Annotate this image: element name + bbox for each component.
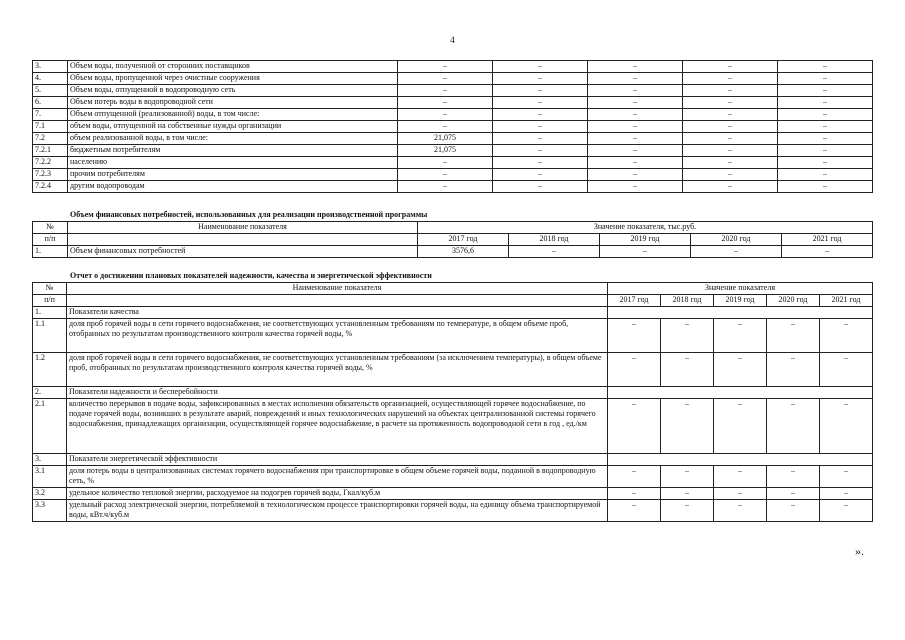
row-value: – [661,488,714,500]
row-value: – [493,181,588,193]
year-header: 2018 год [661,295,714,307]
row-value: – [778,169,873,181]
row-name: Объем воды, пропущенной через очистные сооружения [68,73,398,85]
row-value: – [782,246,873,258]
header-value: Значение показателя [608,283,873,295]
row-value: – [661,353,714,387]
row-name: населению [68,157,398,169]
row-value: 21,075 [398,133,493,145]
row-value: – [398,157,493,169]
indicators-table-caption: Отчет о достижении плановых показателей надежности, качества и энергетической эффективности [70,271,432,280]
row-value: – [398,181,493,193]
table-row [33,466,873,488]
table-row [33,246,873,258]
row-num: 3. [33,61,68,73]
indicators-table [32,282,873,522]
row-value: – [767,399,820,454]
row-num: 7. [33,109,68,121]
row-value: – [683,97,778,109]
row-value: – [683,109,778,121]
year-header: 2019 год [600,234,691,246]
table-row [33,488,873,500]
row-value: – [683,181,778,193]
row-name: объем воды, отпущенной на собственные нужды организации [68,121,398,133]
row-value: – [683,73,778,85]
row-num: 7.2.2 [33,157,68,169]
row-value: – [661,500,714,522]
row-value: – [820,319,873,353]
header-num-sub: п/п [33,234,68,246]
row-value: – [683,169,778,181]
row-value: – [767,319,820,353]
row-value: – [820,500,873,522]
section-title: Показатели энергетической эффективности [67,454,608,466]
row-value: – [683,145,778,157]
year-header: 2020 год [691,234,782,246]
row-value: – [691,246,782,258]
row-value: – [661,466,714,488]
section-title: Показатели надежности и бесперебойности [67,387,608,399]
row-value: – [398,169,493,181]
row-value: – [820,353,873,387]
row-num: 6. [33,97,68,109]
year-header: 2021 год [782,234,873,246]
row-value: – [778,73,873,85]
row-value: – [398,73,493,85]
section-row [33,307,873,319]
row-num: 3.1 [33,466,67,488]
row-name: бюджетным потребителям [68,145,398,157]
row-value: – [608,399,661,454]
row-value: – [588,97,683,109]
year-header: 2021 год [820,295,873,307]
row-num: 7.2.4 [33,181,68,193]
table-row [33,61,873,73]
row-name: Объем воды, отпущенной в водопроводную сеть [68,85,398,97]
row-value: – [778,157,873,169]
section-spacer [608,307,873,319]
row-value: – [588,157,683,169]
row-value: – [820,466,873,488]
row-num: 7.2.1 [33,145,68,157]
row-value: – [398,121,493,133]
header-name: Наименование показателя [67,283,608,295]
row-value: – [493,85,588,97]
row-value: – [398,109,493,121]
section-title: Показатели качества [67,307,608,319]
header-num: № [33,222,68,234]
row-num: 3.2 [33,488,67,500]
row-value: – [493,133,588,145]
row-value: – [767,500,820,522]
row-value: – [778,85,873,97]
closing-quote: ». [855,544,864,558]
row-name: удельное количество тепловой энергии, расходуемое на подогрев горячей воды, Гкал/куб.м [67,488,608,500]
row-value: – [820,488,873,500]
row-value: – [661,319,714,353]
row-num: 7.2 [33,133,68,145]
year-header: 2020 год [767,295,820,307]
row-value: – [493,121,588,133]
row-value: – [714,500,767,522]
row-value: – [714,399,767,454]
page-number: 4 [450,35,455,45]
row-name: доля проб горячей воды в сети горячего водоснабжения, не соответствующих установленным требованиям по температуре, в общем объеме проб, отобранных по результатам производственного контроля качества горячей воды, % [67,319,608,353]
financial-table-caption: Объем финансовых потребностей, использованных для реализации производственной программы [70,210,428,219]
row-value: – [683,157,778,169]
table-row [33,73,873,85]
row-value: – [714,319,767,353]
table-row [33,399,873,454]
section-row [33,454,873,466]
row-name: Объем отпущенной (реализованной) воды, в том числе: [68,109,398,121]
row-value: – [493,169,588,181]
row-value: – [714,353,767,387]
table-row [33,157,873,169]
table-row [33,133,873,145]
row-value: – [767,466,820,488]
row-value: – [683,85,778,97]
row-value: – [767,488,820,500]
row-name: другим водопроводам [68,181,398,193]
table-row [33,97,873,109]
row-value: – [778,109,873,121]
water-volume-table [32,60,873,193]
year-header: 2017 год [418,234,509,246]
row-name: Объем потерь воды в водопроводной сети [68,97,398,109]
row-value: – [588,133,683,145]
row-value: – [820,399,873,454]
row-value: – [588,145,683,157]
table-row [33,181,873,193]
year-header: 2018 год [509,234,600,246]
row-value: – [608,488,661,500]
row-name: доля потерь воды в централизованных системах горячего водоснабжения при транспортировке в общем объеме горячей воды, поданной в водопроводную сеть, % [67,466,608,488]
row-value: – [493,157,588,169]
table-row [33,145,873,157]
row-value: – [683,133,778,145]
section-num: 2. [33,387,67,399]
section-num: 3. [33,454,67,466]
row-num: 3.3 [33,500,67,522]
row-value: – [608,500,661,522]
row-num: 1. [33,246,68,258]
table-row [33,319,873,353]
section-num: 1. [33,307,67,319]
row-value: – [398,97,493,109]
row-value: – [778,121,873,133]
row-value: – [493,73,588,85]
row-value: – [714,488,767,500]
row-value: – [778,61,873,73]
row-value: – [493,109,588,121]
row-value: – [493,97,588,109]
row-value: – [588,181,683,193]
row-value: – [398,61,493,73]
row-value: – [493,145,588,157]
row-num: 5. [33,85,68,97]
table-row [33,353,873,387]
row-value: – [608,353,661,387]
row-value: – [608,319,661,353]
financial-table [32,221,873,258]
row-value: – [778,133,873,145]
row-name: количество перерывов в подаче воды, зафиксированных в местах исполнения обязательств организацией, осуществляющей горячее водоснабжение, по подаче горячей воды, возникших в результате аварий, повреждений и иных технологических нарушений на объектах централизованной системы горячего водоснабжения, принадлежащих организации, осуществляющей горячее водоснабжение, в расчете на протяженность водопроводной сети в год , ед./км [67,399,608,454]
row-num: 4. [33,73,68,85]
row-num: 7.1 [33,121,68,133]
table-row [33,500,873,522]
row-value: – [778,145,873,157]
table-row [33,85,873,97]
table-row [33,121,873,133]
table-row [33,109,873,121]
row-name: Объем воды, полученной от сторонних поставщиков [68,61,398,73]
header-name: Наименование показателя [68,222,418,234]
row-value: – [683,61,778,73]
row-num: 1.2 [33,353,67,387]
table-row [33,169,873,181]
row-value: – [493,61,588,73]
year-header: 2019 год [714,295,767,307]
section-row [33,387,873,399]
row-value: – [778,181,873,193]
row-value: – [767,353,820,387]
row-value: 3576,6 [418,246,509,258]
row-name: прочим потребителям [68,169,398,181]
row-value: – [509,246,600,258]
row-value: – [683,121,778,133]
section-spacer [608,454,873,466]
row-num: 2.1 [33,399,67,454]
header-num: № [33,283,67,295]
row-value: – [588,121,683,133]
row-value: – [588,85,683,97]
row-value: – [608,466,661,488]
row-value: – [398,85,493,97]
row-value: – [588,61,683,73]
row-num: 1.1 [33,319,67,353]
row-value: – [588,169,683,181]
header-num-sub: п/п [33,295,67,307]
row-name: объем реализованной воды, в том числе: [68,133,398,145]
row-name: Объем финансовых потребностей [68,246,418,258]
row-value: – [588,73,683,85]
section-spacer [608,387,873,399]
row-value: – [778,97,873,109]
year-header: 2017 год [608,295,661,307]
row-name: доля проб горячей воды в сети горячего водоснабжения, не соответствующих установленным требованиям (за исключением температуры), в общем объеме проб, отобранных по результатам производственного контроля качества горячей воды, % [67,353,608,387]
header-value: Значение показателя, тыс.руб. [418,222,873,234]
row-value: – [661,399,714,454]
row-value: 21,075 [398,145,493,157]
row-name: удельный расход электрической энергии, потребляемой в технологическом процессе транспортировки горячей воды, на единицу объема транспортируемой воды, кВт.ч/куб.м [67,500,608,522]
row-value: – [714,466,767,488]
row-value: – [600,246,691,258]
row-value: – [588,109,683,121]
row-num: 7.2.3 [33,169,68,181]
